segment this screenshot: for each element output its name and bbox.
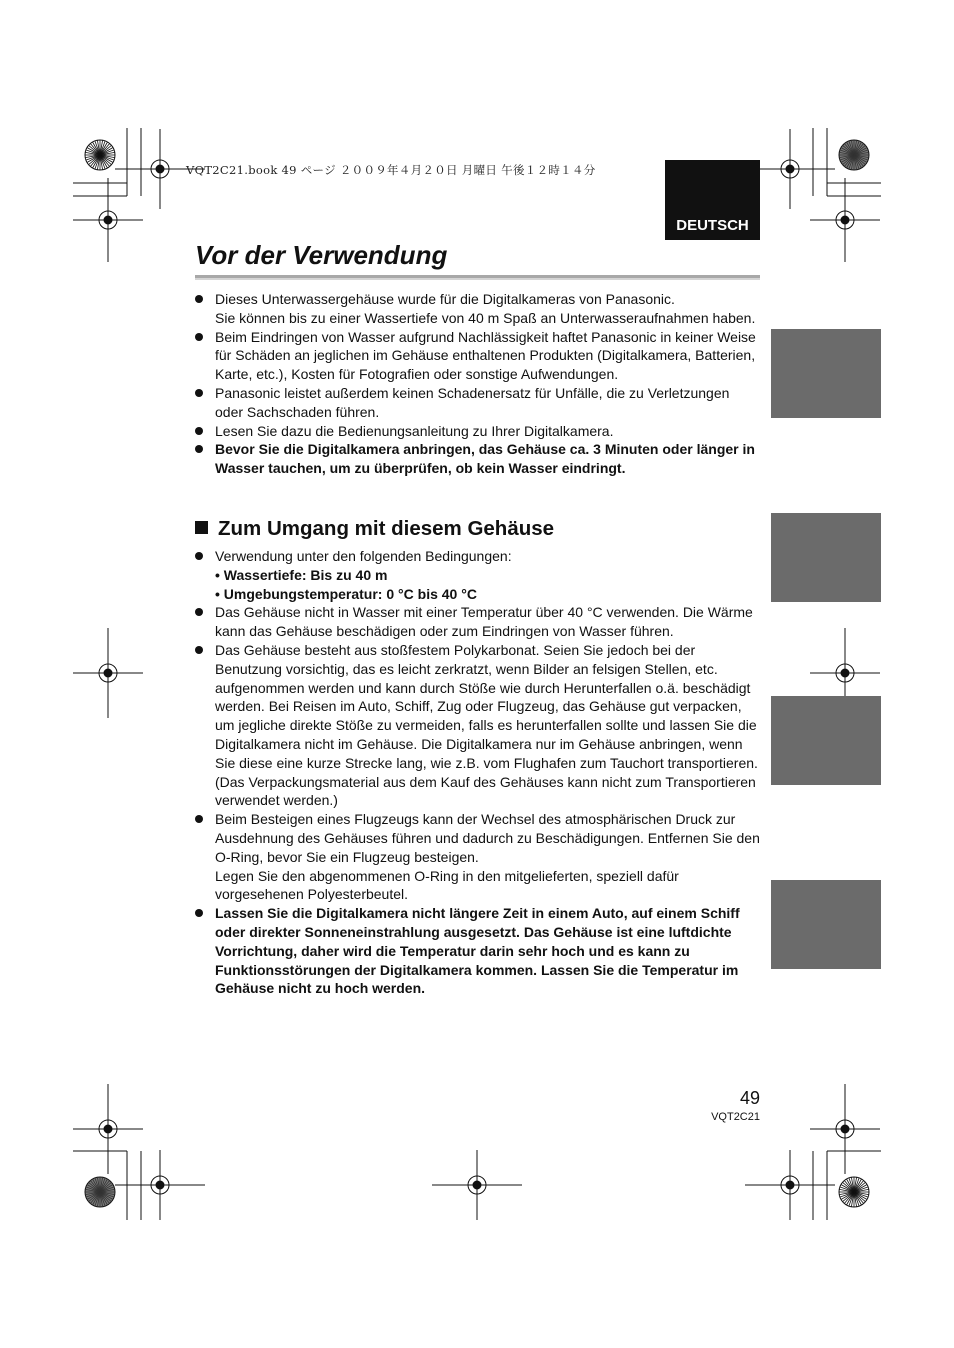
language-tab: DEUTSCH xyxy=(665,160,760,240)
side-tab-3 xyxy=(771,696,881,785)
bullet-icon xyxy=(195,552,203,560)
list-item xyxy=(195,603,760,641)
list-item xyxy=(195,328,760,384)
document-code: VQT2C21 xyxy=(711,1111,760,1123)
page-title: Vor der Verwendung xyxy=(195,240,448,270)
bullet-icon xyxy=(195,909,203,917)
handling-list xyxy=(195,547,760,998)
list-item xyxy=(195,810,760,904)
bullet-icon xyxy=(195,389,203,397)
color-wheel-mark xyxy=(85,140,115,170)
list-item xyxy=(195,290,760,328)
bullet-icon xyxy=(195,608,203,616)
list-item xyxy=(195,641,760,810)
list-item-text: Sie können bis zu einer Wassertiefe von 40 m Spaß an Unterwasseraufnahmen haben. xyxy=(215,309,756,326)
list-item-text: Das Gehäuse nicht in Wasser mit einer Temperatur über 40 °C verwenden. Die Wärme kann das Gehäuse beschädigen oder zum Eindringen von Wasser führen. xyxy=(215,604,753,640)
list-item-text: Das Gehäuse besteht aus stoßfestem Polykarbonat. Seien Sie jedoch bei der Benutzung vorsichtig, das es leicht zerkratzt, wenn Bilder an felsigen Stellen, etc. aufgenommen werden und kann durch Stöße wie durch Herunterfallen o.ä. beschädigt werden. Bei Reisen im Auto, Schiff, Zug oder Flugzeug, das Gehäuse gut verpacken, um jegliche direkte Stöße zu vermeiden, falls es herunterfallen sollte und lassen Sie die Digitalkamera nicht im Gehäuse. Die Digitalkamera nur im Gehäuse anbringen, wenn Sie diese eine kurze Strecke lang, wie z.B. vom Flughafen zum Tauchort transportieren. (Das Verpackungsmaterial aus dem Kauf des Gehäuses kann nicht zum Transportieren verwendet werden.) xyxy=(215,641,758,809)
bullet-icon xyxy=(195,427,203,435)
bullet-icon xyxy=(195,333,203,341)
page-number: 49 xyxy=(739,1088,760,1108)
list-item-text: Panasonic leistet außerdem keinen Schadenersatz für Unfälle, die zu Verletzungen oder Sachschaden führen. xyxy=(215,384,730,420)
bullet-icon xyxy=(195,646,203,654)
side-tab-2 xyxy=(771,513,881,602)
list-item-text: Verwendung unter den folgenden Bedingungen: xyxy=(215,548,512,564)
list-item-text: Legen Sie den abgenommenen O-Ring in den mitgelieferten, speziell dafür vorgesehenen Polyesterbeutel. xyxy=(215,867,679,903)
list-item xyxy=(195,384,760,422)
list-item xyxy=(195,547,760,603)
section-heading xyxy=(195,517,554,541)
sub-condition: • Umgebungstemperatur: 0 °C bis 40 °C xyxy=(215,585,477,602)
color-wheel-mark xyxy=(839,140,869,170)
list-item xyxy=(195,904,760,998)
bullet-icon xyxy=(195,295,203,303)
title-divider xyxy=(195,275,760,280)
list-item-text: Dieses Unterwassergehäuse wurde für die Digitalkameras von Panasonic. xyxy=(215,291,675,307)
print-header-meta: VQT2C21.book 49 ページ ２００９年４月２０日 月曜日 午後１２時１４分 xyxy=(186,163,596,177)
color-wheel-mark xyxy=(839,1177,869,1207)
list-item-text: Lassen Sie die Digitalkamera nicht längere Zeit in einem Auto, auf einem Schiff oder direkter Sonneneinstrahlung ausgesetzt. Das Gehäuse ist eine luftdichte Vorrichtung, daher wird die Temperatur darin sehr hoch und es kann zu Funktionsstörungen der Digitalkamera kommen. Lassen Sie die Temperatur im Gehäuse nicht zu hoch werden. xyxy=(215,905,740,997)
square-bullet-icon xyxy=(195,521,208,534)
list-item xyxy=(195,422,760,441)
list-item-text: Bevor Sie die Digitalkamera anbringen, das Gehäuse ca. 3 Minuten oder länger in Wasser tauchen, um zu überprüfen, ob kein Wasser eindringt. xyxy=(215,441,755,477)
side-tab-4 xyxy=(771,880,881,969)
list-item-text: Lesen Sie dazu die Bedienungsanleitung zu Ihrer Digitalkamera. xyxy=(215,422,614,439)
section-heading-text: Zum Umgang mit diesem Gehäuse xyxy=(218,517,555,540)
intro-list xyxy=(195,290,760,478)
color-wheel-mark xyxy=(85,1177,115,1207)
list-item-text: Beim Besteigen eines Flugzeugs kann der Wechsel des atmosphärischen Druck zur Ausdehnung des Gehäuses führen und dadurch zu Beschädigungen. Entfernen Sie den O-Ring, bevor Sie ein Flugzeug besteigen. xyxy=(215,811,760,865)
sub-condition: • Wassertiefe: Bis zu 40 m xyxy=(215,566,388,583)
list-item-text: Beim Eindringen von Wasser aufgrund Nachlässigkeit haftet Panasonic in keiner Weise für Schäden an jeglichen im Gehäuse enthaltenen Produkten (Digitalkamera, Batterien, Karte, etc.), Kosten für Fotografien oder sonstige Aufwendungen. xyxy=(215,328,756,383)
list-item xyxy=(195,440,760,478)
side-tab-1 xyxy=(771,329,881,418)
bullet-icon xyxy=(195,815,203,823)
bullet-icon xyxy=(195,445,203,453)
